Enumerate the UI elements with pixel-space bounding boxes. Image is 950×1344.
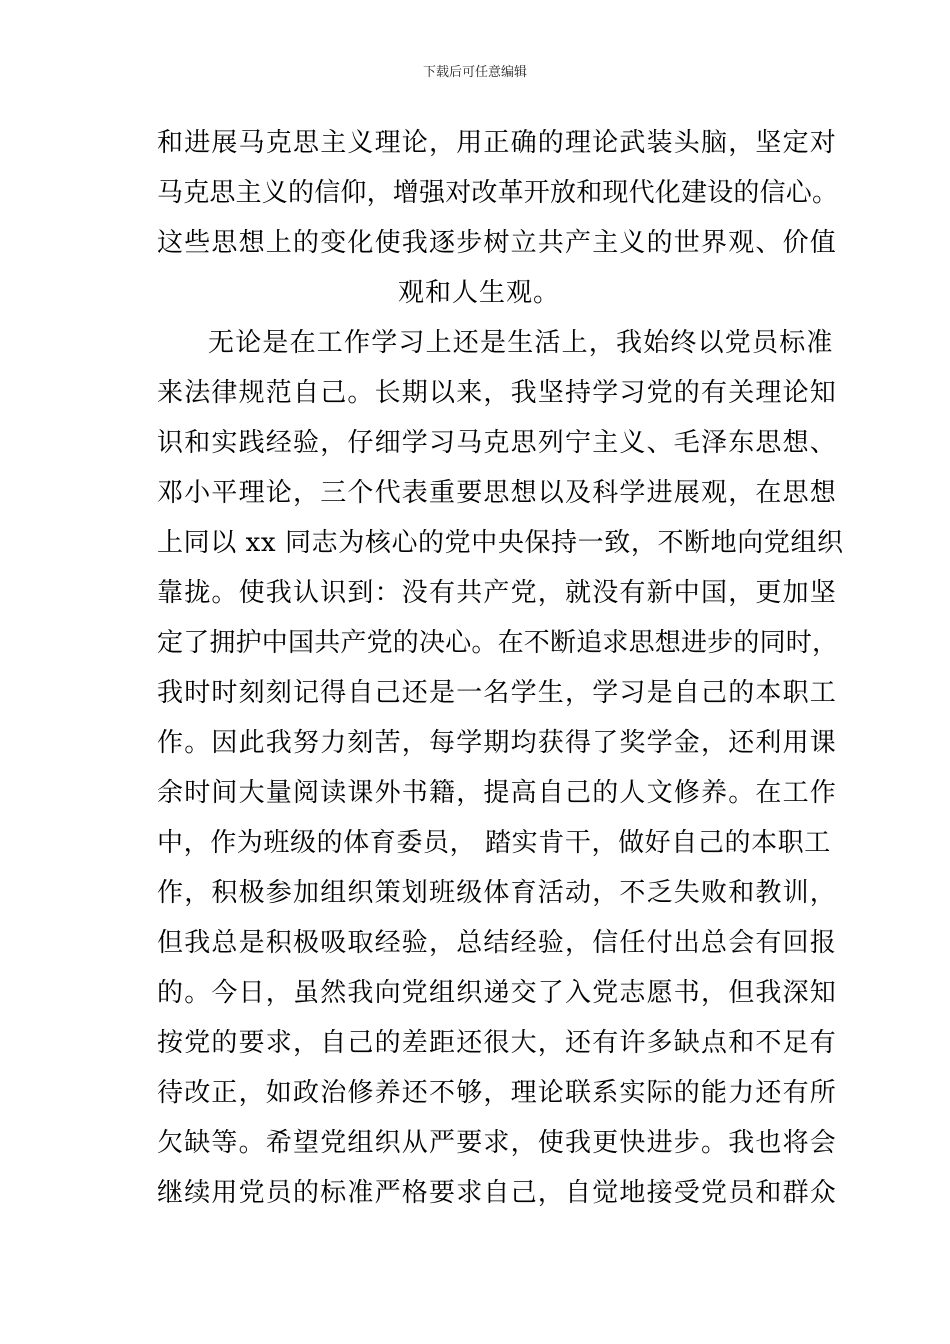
text-line: 作，积极参加组织策划班级体育活动，不乏失败和教训， <box>157 878 838 908</box>
text-line: 这些思想上的变化使我逐步树立共产主义的世界观、价值 <box>157 228 838 258</box>
page-header: 下载后可任意编辑 <box>422 65 527 80</box>
text-line: 观和人生观。 <box>398 278 561 308</box>
text-line: 继续用党员的标准严格要求自己，自觉地接受党员和群众 <box>157 1178 838 1208</box>
text-line: 按党的要求，自己的差距还很大，还有许多缺点和不足有 <box>157 1028 838 1058</box>
text-line: 无论是在工作学习上还是生活上，我始终以党员标准 <box>208 328 834 358</box>
text-line: 但我总是积极吸取经验，总结经验，信任付出总会有回报 <box>157 928 838 958</box>
text-line: 马克思主义的信仰，增强对改革开放和现代化建设的信心。 <box>157 178 839 208</box>
text-line: 和进展马克思主义理论，用正确的理论武装头脑，坚定对 <box>157 128 838 158</box>
text-line: 我时时刻刻记得自己还是一名学生，学习是自己的本职工 <box>157 678 838 708</box>
text-line: 靠拢。使我认识到：没有共产党，就没有新中国，更加坚 <box>157 578 838 608</box>
text-line: 欠缺等。希望党组织从严要求，使我更快进步。我也将会 <box>157 1128 838 1158</box>
text-line: 上同以 xx 同志为核心的党中央保持一致，不断地向党组织 <box>157 528 844 558</box>
text-line: 邓小平理论，三个代表重要思想以及科学进展观，在思想 <box>157 478 838 508</box>
text-line: 定了拥护中国共产党的决心。在不断追求思想进步的同时， <box>157 628 839 658</box>
text-line: 作。因此我努力刻苦，每学期均获得了奖学金，还利用课 <box>157 728 838 758</box>
text-line: 余时间大量阅读课外书籍，提高自己的人文修养。在工作 <box>157 778 838 808</box>
text-line: 的。今日，虽然我向党组织递交了入党志愿书，但我深知 <box>157 978 838 1008</box>
text-line: 来法律规范自己。长期以来，我坚持学习党的有关理论知 <box>157 378 838 408</box>
text-line: 中，作为班级的体育委员， 踏实肯干，做好自己的本职工 <box>157 828 831 858</box>
text-line: 识和实践经验，仔细学习马克思列宁主义、毛泽东思想、 <box>157 428 838 458</box>
text-line: 待改正，如政治修养还不够，理论联系实际的能力还有所 <box>157 1078 838 1108</box>
